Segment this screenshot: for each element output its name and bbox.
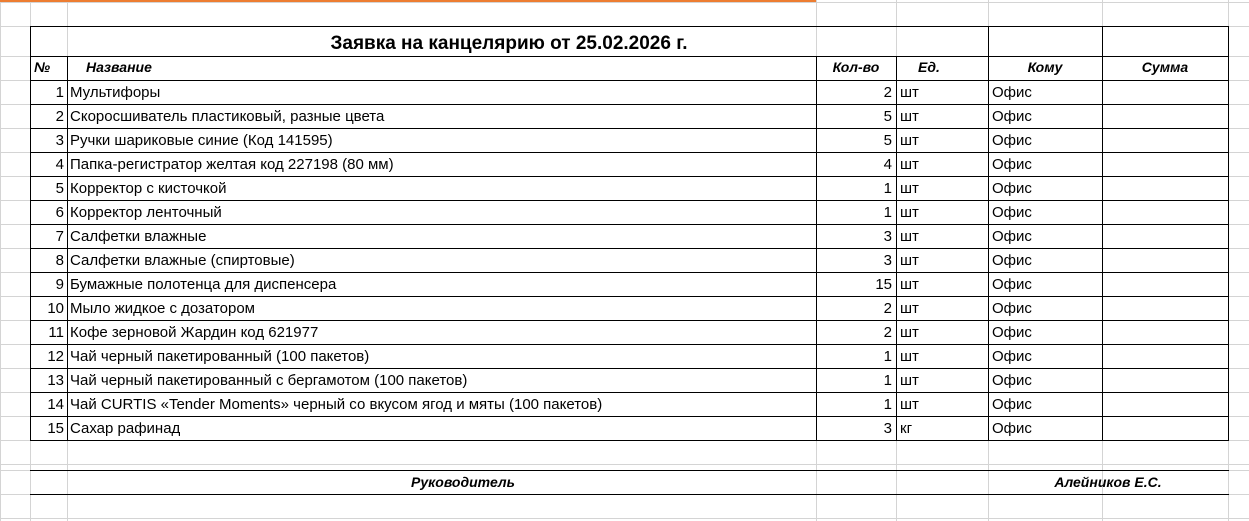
cell-number[interactable]: 6 <box>55 204 64 221</box>
cell-sum[interactable] <box>1105 393 1225 417</box>
cell-recipient[interactable]: Офис <box>992 276 1032 293</box>
header-number[interactable]: № <box>34 59 51 75</box>
cell-number[interactable]: 14 <box>47 396 64 413</box>
cell-number[interactable]: 1 <box>55 84 64 101</box>
cell-name[interactable]: Чай черный пакетированный (100 пакетов) <box>70 348 370 365</box>
gridline-horizontal <box>0 464 1249 465</box>
cell-number[interactable]: 15 <box>47 420 64 437</box>
cell-sum[interactable] <box>1105 225 1225 249</box>
cell-sum[interactable] <box>1105 321 1225 345</box>
cell-name[interactable]: Скоросшиватель пластиковый, разные цвета <box>70 108 385 125</box>
cell-sum[interactable] <box>1105 153 1225 177</box>
cell-number[interactable]: 10 <box>47 300 64 317</box>
cell-sum[interactable] <box>1105 273 1225 297</box>
cell-sum[interactable] <box>1105 417 1225 441</box>
cell-recipient[interactable]: Офис <box>992 108 1032 125</box>
cell-unit[interactable]: шт <box>900 276 919 293</box>
cell-name[interactable]: Папка-регистратор желтая код 227198 (80 мм) <box>70 156 394 173</box>
cell-unit[interactable]: шт <box>900 204 919 221</box>
cell-number[interactable]: 13 <box>47 372 64 389</box>
cell-unit[interactable]: шт <box>900 396 919 413</box>
cell-quantity[interactable]: 1 <box>883 204 892 221</box>
cell-recipient[interactable]: Офис <box>992 156 1032 173</box>
cell-number[interactable]: 11 <box>48 324 64 341</box>
cell-name[interactable]: Салфетки влажные <box>70 228 207 245</box>
cell-quantity[interactable]: 5 <box>883 132 892 149</box>
header-quantity[interactable]: Кол-во <box>832 59 880 75</box>
cell-recipient[interactable]: Офис <box>992 348 1032 365</box>
cell-name[interactable]: Кофе зерновой Жардин код 621977 <box>70 324 319 341</box>
header-recipient[interactable]: Кому <box>1027 59 1063 75</box>
border-vertical <box>1102 26 1103 441</box>
cell-name[interactable]: Корректор ленточный <box>70 204 222 221</box>
table-right-border <box>1228 26 1229 441</box>
cell-quantity[interactable]: 2 <box>883 84 892 101</box>
header-name[interactable]: Название <box>86 59 152 75</box>
cell-quantity[interactable]: 3 <box>883 420 892 437</box>
cell-quantity[interactable]: 3 <box>883 252 892 269</box>
cell-quantity[interactable]: 1 <box>883 372 892 389</box>
cell-sum[interactable] <box>1105 201 1225 225</box>
cell-sum[interactable] <box>1105 129 1225 153</box>
cell-recipient[interactable]: Офис <box>992 204 1032 221</box>
cell-recipient[interactable]: Офис <box>992 228 1032 245</box>
cell-quantity[interactable]: 3 <box>883 228 892 245</box>
cell-recipient[interactable]: Офис <box>992 132 1032 149</box>
gridline-horizontal <box>0 2 1249 3</box>
cell-unit[interactable]: шт <box>900 348 919 365</box>
cell-quantity[interactable]: 1 <box>883 348 892 365</box>
gridline-horizontal <box>0 518 1249 519</box>
cell-sum[interactable] <box>1105 345 1225 369</box>
cell-recipient[interactable]: Офис <box>992 84 1032 101</box>
cell-unit[interactable]: шт <box>900 84 919 101</box>
cell-number[interactable]: 7 <box>55 228 64 245</box>
cell-unit[interactable]: шт <box>900 156 919 173</box>
cell-name[interactable]: Сахар рафинад <box>70 420 181 437</box>
cell-unit[interactable]: шт <box>900 132 919 149</box>
cell-unit[interactable]: шт <box>900 180 919 197</box>
cell-quantity[interactable]: 1 <box>883 396 892 413</box>
gridline-vertical <box>0 0 1 521</box>
cell-recipient[interactable]: Офис <box>992 372 1032 389</box>
cell-sum[interactable] <box>1105 297 1225 321</box>
cell-number[interactable]: 9 <box>55 276 64 293</box>
table-top-border <box>30 26 1229 27</box>
cell-number[interactable]: 8 <box>55 252 64 269</box>
cell-unit[interactable]: шт <box>900 300 919 317</box>
document-title[interactable]: Заявка на канцелярию от 25.02.2026 г. <box>330 33 688 54</box>
cell-recipient[interactable]: Офис <box>992 324 1032 341</box>
cell-quantity[interactable]: 2 <box>883 324 892 341</box>
cell-name[interactable]: Корректор с кисточкой <box>70 180 227 197</box>
cell-quantity[interactable]: 5 <box>883 108 892 125</box>
active-range-indicator <box>0 0 816 2</box>
border-vertical <box>988 26 989 441</box>
cell-unit[interactable]: шт <box>900 324 919 341</box>
cell-name[interactable]: Салфетки влажные (спиртовые) <box>70 252 295 269</box>
cell-quantity[interactable]: 1 <box>883 180 892 197</box>
cell-sum[interactable] <box>1105 369 1225 393</box>
cell-number[interactable]: 3 <box>55 132 64 149</box>
cell-name[interactable]: Ручки шариковые синие (Код 141595) <box>70 132 333 149</box>
cell-unit[interactable]: шт <box>900 372 919 389</box>
header-unit[interactable]: Ед. <box>918 59 940 75</box>
cell-sum[interactable] <box>1105 81 1225 105</box>
cell-number[interactable]: 4 <box>55 156 64 173</box>
cell-quantity[interactable]: 4 <box>883 156 892 173</box>
cell-unit[interactable]: шт <box>900 228 919 245</box>
cell-number[interactable]: 5 <box>55 180 64 197</box>
cell-recipient[interactable]: Офис <box>992 420 1032 437</box>
cell-unit[interactable]: кг <box>900 420 913 437</box>
cell-sum[interactable] <box>1105 249 1225 273</box>
cell-name[interactable]: Чай CURTIS «Tender Moments» черный со вкусом ягод и мяты (100 пакетов) <box>70 396 603 413</box>
cell-recipient[interactable]: Офис <box>992 396 1032 413</box>
cell-unit[interactable]: шт <box>900 252 919 269</box>
signature-bottom-border <box>30 494 1229 495</box>
cell-name[interactable]: Бумажные полотенца для диспенсера <box>70 276 337 293</box>
cell-number[interactable]: 2 <box>55 108 64 125</box>
signature-person[interactable]: Алейников Е.С. <box>1054 474 1162 490</box>
cell-unit[interactable]: шт <box>900 108 919 125</box>
cell-number[interactable]: 12 <box>47 348 64 365</box>
cell-sum[interactable] <box>1105 105 1225 129</box>
header-sum[interactable]: Сумма <box>1141 59 1189 75</box>
cell-quantity[interactable]: 2 <box>883 300 892 317</box>
cell-name[interactable]: Мультифоры <box>70 84 161 101</box>
cell-name[interactable]: Мыло жидкое с дозатором <box>70 300 255 317</box>
cell-recipient[interactable]: Офис <box>992 300 1032 317</box>
cell-quantity[interactable]: 15 <box>875 276 892 293</box>
cell-sum[interactable] <box>1105 177 1225 201</box>
cell-recipient[interactable]: Офис <box>992 252 1032 269</box>
cell-name[interactable]: Чай черный пакетированный с бергамотом (100 пакетов) <box>70 372 468 389</box>
cell-recipient[interactable]: Офис <box>992 180 1032 197</box>
signature-role[interactable]: Руководитель <box>411 474 515 490</box>
